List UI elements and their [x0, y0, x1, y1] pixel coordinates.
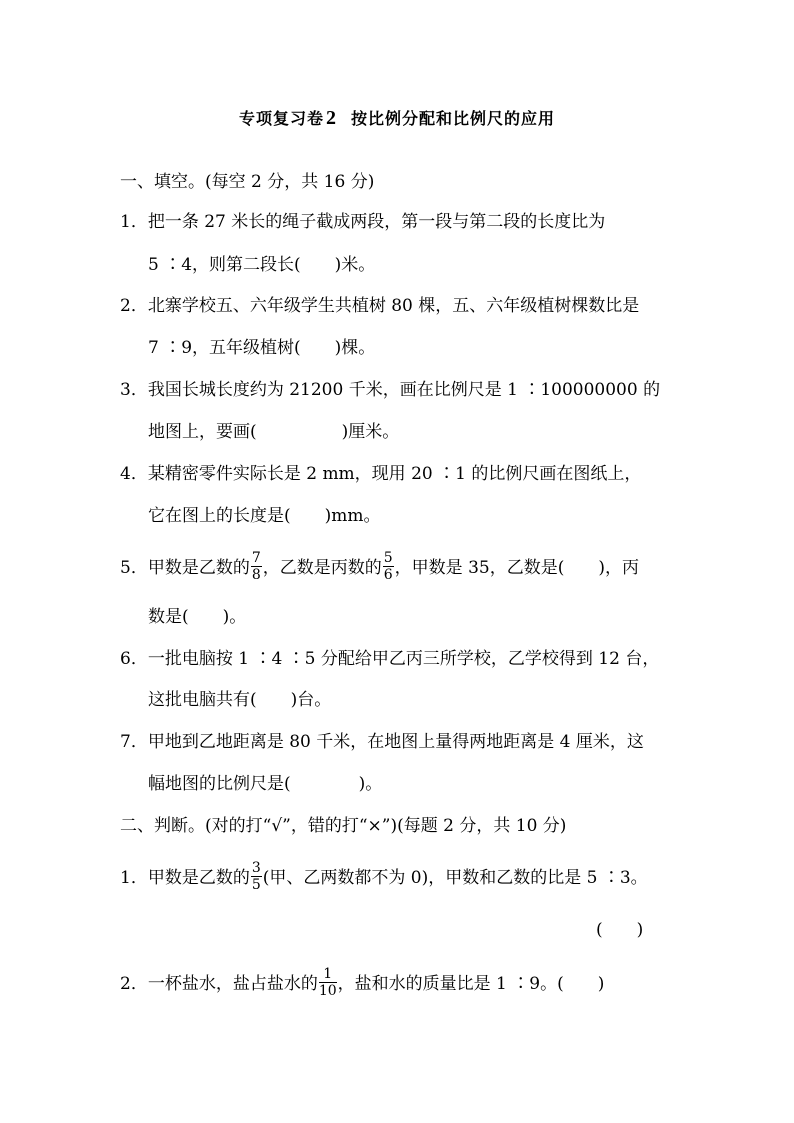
s1-q5-part-a: 5．甲数是乙数的 — [120, 558, 250, 578]
fraction-denominator: 8 — [251, 567, 261, 583]
s1-q7-line1: 7．甲地到乙地距离是 80 千米，在地图上量得两地距离是 4 厘米，这 — [120, 732, 644, 752]
s1-q2-line1: 2．北寨学校五、六年级学生共植树 80 棵，五、六年级植树棵数比是 — [120, 296, 640, 316]
fraction-numerator: 5 — [383, 550, 393, 566]
fraction-numerator: 3 — [251, 860, 261, 876]
s1-q1-line1: 1．把一条 27 米长的绳子截成两段，第一段与第二段的长度比为 — [120, 212, 606, 232]
fraction-numerator: 1 — [319, 966, 337, 983]
s1-q5-line2: 数是( )。 — [148, 607, 247, 627]
s2-q1-part-b: (甲、乙两数都不为 0)，甲数和乙数的比是 5 ∶3。 — [262, 868, 648, 888]
s1-q7-line2: 幅地图的比例尺是( )。 — [148, 774, 383, 794]
s1-q6-line2: 这批电脑共有( )台。 — [148, 690, 332, 710]
section1-heading: 一、填空。(每空 2 分，共 16 分) — [120, 172, 375, 192]
s1-q1-line2: 5 ∶4，则第二段长( )米。 — [148, 255, 376, 275]
s2-q1-line1 — [120, 862, 648, 895]
fraction-denominator: 6 — [383, 567, 393, 583]
s1-q3-line1: 3．我国长城长度约为 21200 千米，画在比例尺是 1 ∶100000000 的 — [120, 380, 661, 400]
fraction-denominator: 5 — [251, 877, 261, 893]
fraction-7-8 — [251, 550, 262, 583]
title-subtitle: 按比例分配和比例尺的应用 — [351, 109, 556, 128]
s1-q2-line2: 7 ∶9，五年级植树( )棵。 — [148, 338, 376, 358]
fraction-1-10 — [319, 966, 337, 999]
s1-q4-line1: 4．某精密零件实际长是 2 mm，现用 20 ∶1 的比例尺画在图纸上， — [120, 464, 642, 484]
title-number: 2 — [326, 107, 337, 129]
s2-q1-answer-box: ( ) — [596, 920, 644, 940]
s1-q5-line1 — [120, 552, 639, 585]
s2-q1-part-a: 1．甲数是乙数的 — [120, 868, 250, 888]
s1-q5-part-b: ，乙数是丙数的 — [262, 558, 382, 578]
s2-q2-line1 — [120, 968, 604, 1001]
fraction-denominator: 10 — [318, 983, 337, 999]
s2-q2-part-a: 2．一杯盐水，盐占盐水的 — [120, 974, 318, 994]
fraction-5-6 — [383, 550, 394, 583]
fraction-3-5 — [251, 860, 262, 893]
s1-q3-line2: 地图上，要画( )厘米。 — [148, 422, 400, 442]
s2-q2-part-b: ，盐和水的质量比是 1 ∶9。( ) — [337, 974, 605, 994]
page-title — [0, 106, 794, 130]
title-text: 专项复习卷 — [238, 109, 324, 128]
section2-heading: 二、判断。(对的打“√”，错的打“×”)(每题 2 分，共 10 分) — [120, 816, 567, 836]
fraction-numerator: 7 — [251, 550, 261, 566]
s1-q4-line2: 它在图上的长度是( )mm。 — [148, 506, 381, 526]
s1-q5-part-c: ，甲数是 35，乙数是( )，丙 — [394, 558, 639, 578]
s1-q6-line1: 6．一批电脑按 1 ∶4 ∶5 分配给甲乙丙三所学校，乙学校得到 12 台， — [120, 649, 660, 669]
